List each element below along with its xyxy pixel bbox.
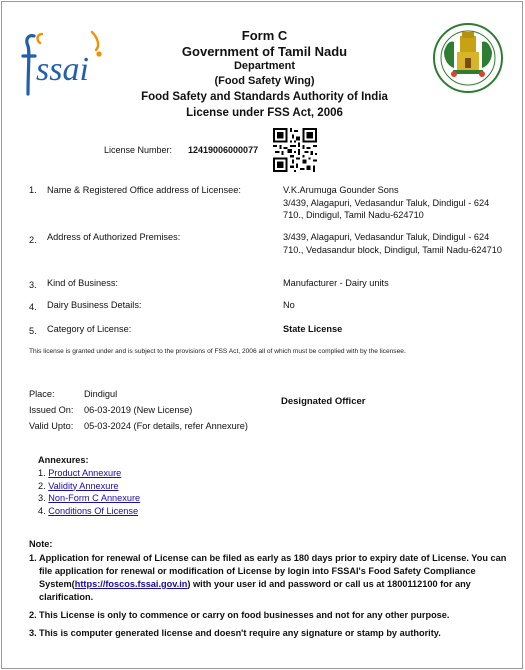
foscos-link[interactable]: https://foscos.fssai.gov.in [74,579,188,589]
field-5-label: Category of License: [47,324,132,334]
authority-title: Food Safety and Standards Authority of India [141,91,388,103]
note-number: 3. [29,628,37,638]
field-2-label: Address of Authorized Premises: [47,232,181,242]
place-value: Dindigul [84,389,118,399]
qr-code [273,128,317,172]
act-title: License under FSS Act, 2006 [186,107,343,119]
notes-list [29,552,515,645]
validity-annexure-link[interactable]: Validity Annexure [48,480,119,491]
field-5-number: 5. [29,326,37,336]
field-1-value: V.K.Arumuga Gounder Sons 3/439, Alagapuri, Vedasandur Taluk, Dindigul - 624 710., Dindigul, Tamil Nadu-624710 [283,185,490,220]
field-4-value: No [283,300,295,310]
annexure-item [38,480,140,493]
field-3-value: Manufacturer - Dairy units [283,278,389,288]
note-text: This is computer generated license and doesn't require any signature or stamp by authority. [39,628,441,638]
government-title: Government of Tamil Nadu [181,44,348,59]
designated-officer: Designated Officer [281,396,366,407]
field-2-value: 3/439, Alagapuri, Vedasandur Taluk, Dindigul - 624 710., Vedasandur block, Dindigul, Tamil Nadu-624710 [283,232,502,255]
valid-label: Valid Upto: [29,421,74,431]
svg-text:ssai: ssai [36,51,89,88]
note-number: 2. [29,610,37,620]
department-title: Department [233,60,296,72]
annexure-number: 1. [38,467,46,478]
product-annexure-link[interactable]: Product Annexure [48,467,122,478]
form-title: Form C [241,28,288,43]
place-label: Place: [29,389,55,399]
annexure-item [38,467,140,480]
annexure-list [38,454,140,518]
note-item [29,627,515,640]
license-number-label: License Number: [104,145,173,155]
field-5-value: State License [283,324,343,334]
field-3-label: Kind of Business: [47,278,118,288]
field-3-number: 3. [29,280,37,290]
wing-title: (Food Safety Wing) [214,75,315,87]
field-4-number: 4. [29,302,37,312]
issued-label: Issued On: [29,405,74,415]
non-form-c-annexure-link[interactable]: Non-Form C Annexure [48,493,141,504]
annexures-title: Annexures: [38,455,89,465]
issued-value: 06-03-2019 (New License) [84,405,193,415]
annexure-item [38,492,140,505]
annexure-number: 4. [38,506,46,517]
note-text [39,552,515,604]
note-item [29,552,515,604]
license-number: 12419006000077 [188,145,259,155]
license-document [1,1,523,669]
field-1-label: Name & Registered Office address of Licensee: [47,185,241,195]
note-number: 1. [29,553,37,563]
note-text: This License is only to commence or carry on food businesses and not for any other purpose. [39,610,450,620]
conditions-of-license-link[interactable]: Conditions Of License [48,506,139,517]
field-4-label: Dairy Business Details: [47,300,142,310]
note-renewal-text: Application for renewal of License can be filed as early as 180 days prior to expiry date of License. You can file application for renewal or modification of License by login into FSSAI's Food Safety Compliance System( [39,553,507,589]
annexure-number: 3. [38,493,46,504]
note-renewal-text-end: ) with your user id and password or call us at 1800112100 for any clarification. [39,579,471,602]
valid-value: 05-03-2024 (For details, refer Annexure) [84,421,248,431]
note-title: Note: [29,539,53,549]
field-2-number: 2. [29,235,37,245]
annexure-number: 2. [38,480,46,491]
note-item [29,609,515,622]
grant-statement: This license is granted under and is subject to the provisions of FSS Act, 2006 all of which must be complied with by the licensee. [29,348,406,355]
annexure-item [38,505,140,518]
field-1-number: 1. [29,185,37,195]
